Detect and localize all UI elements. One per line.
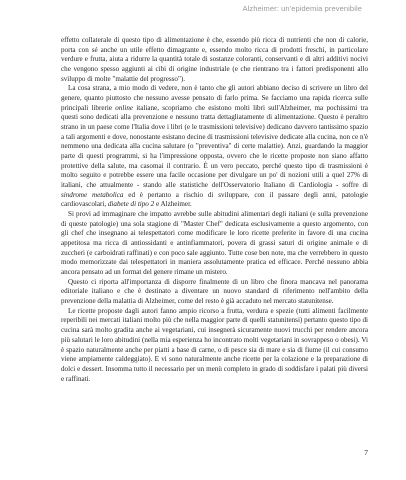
- text-run: La cosa strana, a mio modo di vedere, non è tanto che gli autori abbiano deciso di scrivere un libro del genere, quanto piuttosto che nessuno avesse pensato di farlo prima. Se facciamo una rapida ricerca sulle principali librerie: [61, 84, 368, 112]
- italic-term: diabete di tipo 2: [107, 200, 155, 209]
- paragraph: [61, 84, 368, 210]
- paragraph: [61, 36, 368, 84]
- paragraph: [61, 210, 368, 278]
- text-run: Le ricette proposte dagli autori fanno ampio ricorso a frutta, verdura e spezie (tutti alimenti facilmente reperibili nei mercati italiani molto più che nella maggior parte di quelli statunitensi) pertanto questo tipo di cucina sarà molto gradita anche ai vegetariani, cui insegnerà sicuramente nuovi trucchi per rendere ancora più salutari le loro abitudini (nella mia esperienza ho incontrato molti vegetariani in sovrappeso o obesi). Vi è spazio naturalmente anche per piatti a base di carne, o di pesce sia di mare e sia di fiume (il cui consumo viene ampiamente caldeggiato). E vi sono naturalmente anche ricette per la colazione e la preparazione di dolci e dessert. Insomma tutto il necessario per un menù completo in grado di soddisfare i palati più diversi e raffinati.: [61, 306, 368, 383]
- text-run: Si provi ad immaginare che impatto avrebbe sulle abitudini alimentari degli italiani (e sulla prevenzione di queste patologie) una sola stagione di "Master Chef" dedicata esclusivamente a questo argomento, con gli chef che insegnano ai telespettatori come modificare le loro ricette preferite in favore di una cucina appetitosa ma ricca di antiossidanti e antinfiammatori, povera di grassi saturi di origine animale e di zuccheri (e carboidrati raffinati) e con poco sale aggiunto. Tutte cose ben note, ma che verrebbero in questo modo memorizzate dai telespettatori in maniera assolutamente pratica ed efficace. Perché nessuno abbia ancora pensato ad un format del genere rimane un mistero.: [61, 210, 368, 277]
- page-number: 7: [364, 448, 368, 457]
- running-header: Alzheimer: un'epidemia prevenibile: [242, 4, 362, 13]
- paragraph: [61, 278, 368, 307]
- paragraph: [61, 307, 368, 384]
- text-run: e Alzheimer.: [154, 200, 192, 209]
- body-text: [61, 36, 368, 384]
- text-run: ed è pertanto a rischio di sviluppare, con il passare degli anni, patologie cardiovascolari,: [61, 190, 368, 209]
- text-run: italiane, scopriamo che esistono molti libri sull'Alzheimer, ma pochissimi tra questi sono dedicati alla prevenzione e nessuno tratta dettagliatamente di alimentazione. Questo è peraltro strano in un paese come l'Italia dove i libri (e le trasmissioni televisive) dedicano davvero tantissimo spazio a tali argomenti e dove, nonostante esistano decine di trasmissioni televisive dedicate alla cucina, non ce n'è nemmeno una dedicata alla cucina salutare (o "preventiva" di certe malattie). Anzi, guardando la maggior parte di questi programmi, si ha l'impressione opposta, ovvero che le ricette proposte non siano affatto protettive della salute, ma casomai il contrario. È un vero peccato, perché questo tipo di trasmissioni è molto seguito e potrebbe essere una facile occasione per divulgare un po' di nozioni utili a quel 27% di italiani, che attualmente - stando alle statistiche dell'Osservatorio Italiano di Cardiologia - soffre di: [61, 103, 368, 190]
- text-run: Questo ci riporta all'importanza di disporre finalmente di un libro che finora mancava nel panorama editoriale italiano e che è destinato a diventare un nuovo standard di riferimento nell'ambito della prevenzione della malattia di Alzheimer, come del resto è già accaduto nel mercato statunitense.: [61, 277, 368, 306]
- text-run: effetto collaterale di questo tipo di alimentazione è che, essendo più ricca di nutrienti che non di calorie, porta con sé anche un utile effetto dimagrante e, essendo molto ricca di prodotti freschi, in particolare verdure e frutta, aiuta a ridurre la quantità totale di sostanze coloranti, conservanti e di altri additivi nocivi che vengono spesso aggiunti ai cibi di origine industriale (e che rientrano tra i fattori predisponenti allo sviluppo di molte "malattie del progresso").: [61, 36, 368, 83]
- italic-term: sindrome metabolica: [61, 190, 124, 199]
- italic-term: online: [115, 103, 134, 112]
